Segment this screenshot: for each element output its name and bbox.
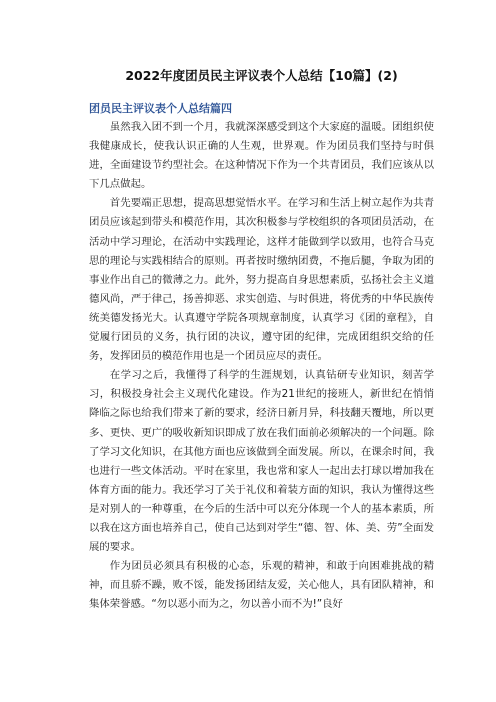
document-body [89, 118, 434, 614]
body-paragraph-3: 在学习之后，我懂得了科学的生涯规划，认真钻研专业知识，刻苦学习，积极投身社会主义现代化建设。作为21世纪的接班人，新世纪在悄悄降临之际也给我们带来了新的要求，经济日新月异，科技翻天覆地，所以更多、更快、更广的吸收新知识即成了放在我们面前必须解决的一个问题。除了学习文化知识，在其他方面也应该做到全面发展。所以，在课余时间，我也进行一些文体活动。平时在家里，我也常和家人一起出去打球以增加我在体育方面的能力。我还学习了关于礼仪和着装方面的知识，我认为懂得这些是对别人的一种尊重，在今后的生活中可以充分体现一个人的基本素质，所以我在这方面也培养自己，使自己达到对学生“德、智、体、美、劳”全面发展的要求。 [89, 369, 434, 554]
body-paragraph-1: 虽然我入团不到一个月，我就深深感受到这个大家庭的温暖。团组织使我健康成长，使我认识正确的人生观，世界观。作为团员我们坚持与时俱进，全面建设节约型社会。在这种情况下作为一个共青团员，我们应该从以下几点做起。 [89, 121, 434, 191]
body-paragraph-2: 首先要端正思想，提高思想觉悟水平。在学习和生活上树立起作为共青团员应该起到带头和模范作用，其次积极参与学校组织的各项团员活动，在活动中学习理论，在活动中实践理论，这样才能做到学以致用，也符合马克思的理论与实践相结合的原则。再者按时缴纳团费，不拖后腿，争取为团的事业作出自己的微薄之力。此外，努力提高自身思想素质，弘扬社会主义道德风尚，严于律己，扬善抑恶、求实创造、与时俱进，将优秀的中华民族传统美德发扬光大。认真遵守学院各项规章制度，认真学习《团的章程》，自觉履行团员的义务，执行团的决议，遵守团的纪律，完成团组织交给的任务，发挥团员的模范作用也是一个团员应尽的责任。 [89, 197, 434, 363]
body-paragraph-4: 作为团员必须具有积极的心态，乐观的精神，和敢于向困难挑战的精神，而且骄不躁，败不馁，能发扬团结友爱，关心他人，具有团队精神，和集体荣誉感。“勿以恶小而为之，勿以善小而不为!”良好 [89, 560, 434, 611]
section-heading: 团员民主评议表个人总结篇四 [89, 102, 232, 115]
document-title: 2022年度团员民主评议表个人总结【10篇】(2) [125, 68, 398, 83]
